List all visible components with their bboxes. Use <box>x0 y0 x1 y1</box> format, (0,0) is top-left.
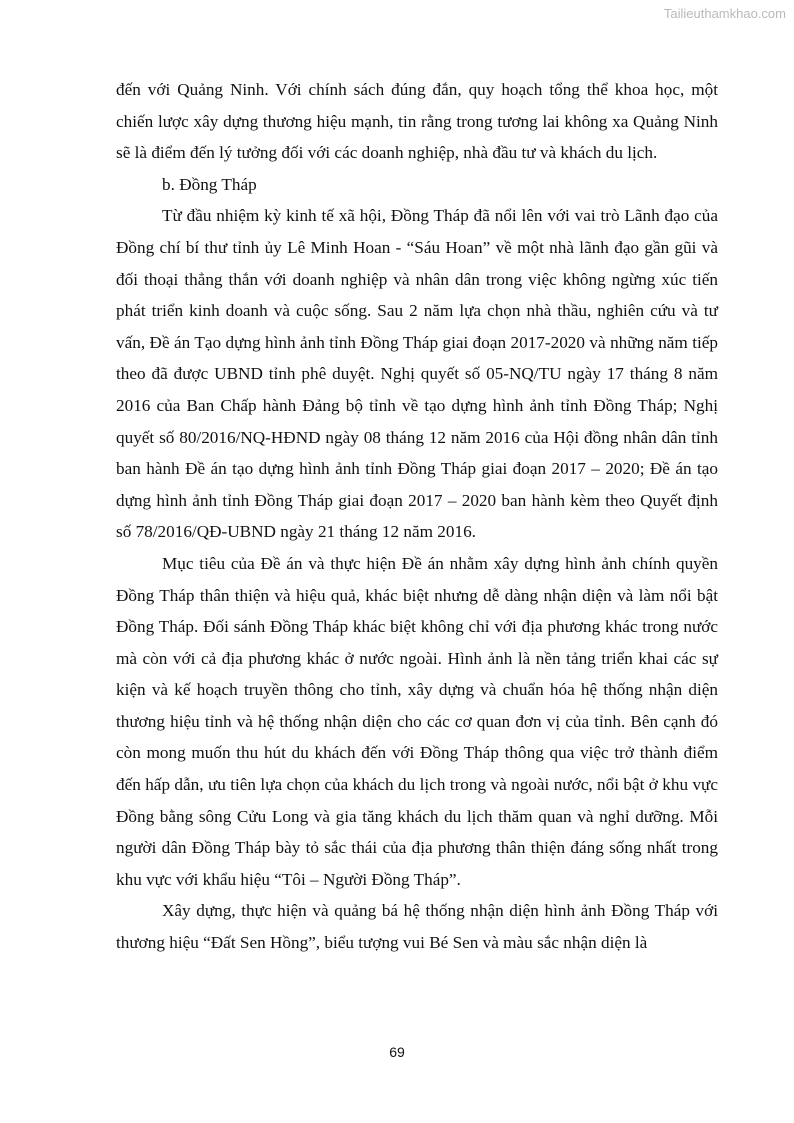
document-body <box>116 74 718 959</box>
paragraph-quang-ninh-continued: đến với Quảng Ninh. Với chính sách đúng đắn, quy hoạch tổng thể khoa học, một chiến lược xây dựng thương hiệu mạnh, tin rằng trong tương lai không xa Quảng Ninh sẽ là điểm đến lý tưởng đối với các doanh nghiệp, nhà đầu tư và khách du lịch. <box>116 80 718 163</box>
paragraph-brand-identity: Xây dựng, thực hiện và quảng bá hệ thống nhận diện hình ảnh Đồng Tháp với thương hiệu “Đất Sen Hồng”, biểu tượng vui Bé Sen và màu sắc nhận diện là <box>116 901 718 953</box>
paragraph-dong-thap-intro: Từ đầu nhiệm kỳ kinh tế xã hội, Đồng Tháp đã nổi lên với vai trò Lãnh đạo của Đồng chí bí thư tỉnh ủy Lê Minh Hoan - “Sáu Hoan” về một nhà lãnh đạo gần gũi và đối thoại thẳng thắn với doanh nghiệp và nhân dân trong việc không ngừng xúc tiến phát triển kinh doanh và cuộc sống. Sau 2 năm lựa chọn nhà thầu, nghiên cứu và tư vấn, Đề án Tạo dựng hình ảnh tỉnh Đồng Tháp giai đoạn 2017-2020 và những năm tiếp theo đã được UBND tỉnh phê duyệt. Nghị quyết số 05-NQ/TU ngày 17 tháng 8 năm 2016 của Ban Chấp hành Đảng bộ tỉnh về tạo dựng hình ảnh tỉnh Đồng Tháp; Nghị quyết số 80/2016/NQ-HĐND ngày 08 tháng 12 năm 2016 của Hội đồng nhân dân tỉnh ban hành Đề án tạo dựng hình ảnh tỉnh Đồng Tháp giai đoạn 2017 – 2020; Đề án tạo dựng hình ảnh tỉnh Đồng Tháp giai đoạn 2017 – 2020 ban hành kèm theo Quyết định số 78/2016/QĐ-UBND ngày 21 tháng 12 năm 2016. <box>116 206 718 542</box>
paragraph-project-goals: Mục tiêu của Đề án và thực hiện Đề án nhằm xây dựng hình ảnh chính quyền Đồng Tháp thân thiện và hiệu quả, khác biệt nhưng dễ dàng nhận diện và làm nổi bật Đồng Tháp. Đối sánh Đồng Tháp khác biệt không chỉ với địa phương khác trong nước mà còn với cả địa phương khác ở nước ngoài. Hình ảnh là nền tảng triển khai các sự kiện và kế hoạch truyền thông cho tỉnh, xây dựng và chuẩn hóa hệ thống nhận diện thương hiệu tỉnh và hệ thống nhận diện cho các cơ quan đơn vị của tỉnh. Bên cạnh đó còn mong muốn thu hút du khách đến với Đồng Tháp thông qua việc trở thành điểm đến hấp dẫn, ưu tiên lựa chọn của khách du lịch trong và ngoài nước, nổi bật ở khu vực Đồng bằng sông Cửu Long và gia tăng khách du lịch thăm quan và nghỉ dưỡng. Mỗi người dân Đồng Tháp bày tỏ sắc thái của địa phương thân thiện đáng sống nhất trong khu vực với khẩu hiệu “Tôi – Người Đồng Tháp”. <box>116 553 718 889</box>
page-number: 69 <box>389 1044 405 1060</box>
watermark: Tailieuthamkhao.com <box>663 6 786 21</box>
section-heading-dong-thap: b. Đồng Tháp <box>162 174 257 194</box>
